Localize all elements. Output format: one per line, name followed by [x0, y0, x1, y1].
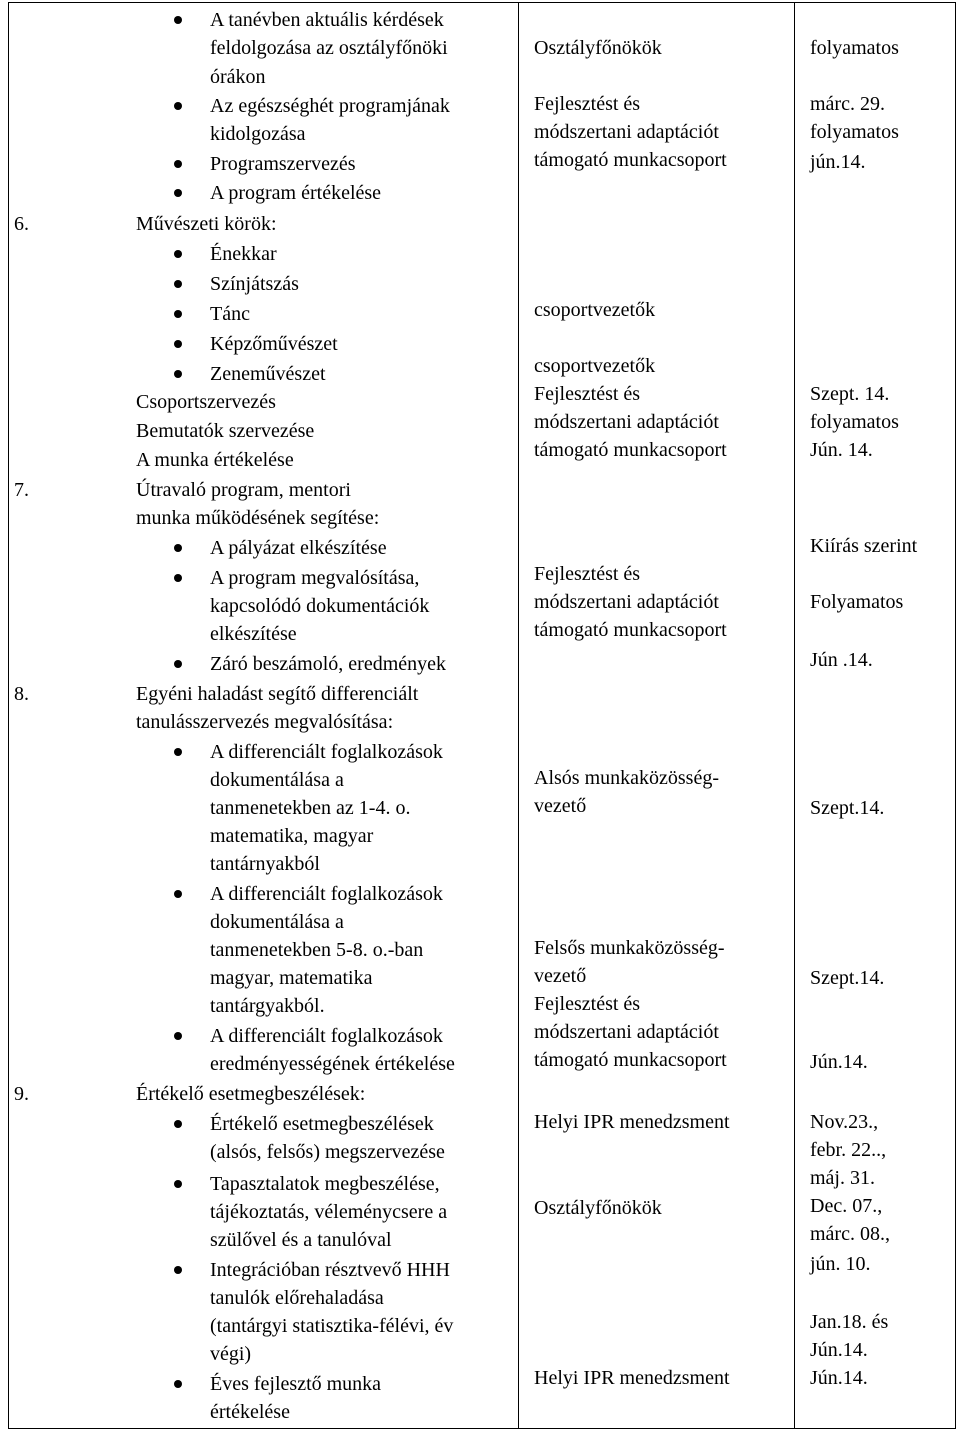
- deadline-line: márc. 08.,: [810, 1223, 890, 1245]
- responsible-line: Fejlesztést és: [534, 563, 641, 585]
- column-divider-1: [518, 2, 519, 1429]
- deadline-line: Jún. 14.: [810, 439, 873, 461]
- activity-line: tanmenetekben 5-8. o.-ban: [210, 939, 424, 961]
- responsible-line: Fejlesztést és: [534, 383, 641, 405]
- activity-line: A program értékelése: [210, 182, 382, 204]
- activity-heading: Útravaló program, mentori: [136, 479, 351, 501]
- activity-line: A differenciált foglalkozások: [210, 1025, 443, 1047]
- activity-line: Zeneművészet: [210, 363, 326, 385]
- responsible-line: Fejlesztést és: [534, 93, 641, 115]
- activity-line: tájékoztatás, véleménycsere a: [210, 1201, 448, 1223]
- deadline-line: jún. 10.: [810, 1253, 871, 1275]
- deadline-line: folyamatos: [810, 37, 899, 59]
- deadline-line: Szept. 14.: [810, 383, 890, 405]
- activity-line: tanulásszervezés megvalósítása:: [136, 711, 394, 733]
- bullet-icon: [174, 310, 182, 318]
- bullet-icon: [174, 1032, 182, 1040]
- activity-line: (alsós, felsős) megszervezése: [210, 1141, 445, 1163]
- column-divider-2: [794, 2, 795, 1429]
- activity-line: feldolgozása az osztályfőnöki: [210, 37, 448, 59]
- responsible-line: támogató munkacsoport: [534, 439, 727, 461]
- activity-line: kapcsolódó dokumentációk: [210, 595, 430, 617]
- bullet-icon: [174, 189, 182, 197]
- deadline-line: Jún.14.: [810, 1367, 868, 1389]
- activity-line: végi): [210, 1343, 252, 1365]
- activity-line: elkészítése: [210, 623, 297, 645]
- bullet-icon: [174, 574, 182, 582]
- deadline-line: Jún.14.: [810, 1051, 868, 1073]
- activity-line: (tantárgyi statisztika-félévi, év: [210, 1315, 454, 1337]
- activity-line: A munka értékelése: [136, 449, 294, 471]
- deadline-line: Jan.18. és: [810, 1311, 889, 1333]
- activity-line: Értékelő esetmegbeszélések: [210, 1113, 434, 1135]
- activity-line: matematika, magyar: [210, 825, 374, 847]
- bullet-icon: [174, 280, 182, 288]
- deadline-line: máj. 31.: [810, 1167, 875, 1189]
- activity-heading: Egyéni haladást segítő differenciált: [136, 683, 419, 705]
- activity-line: tantárgyakból.: [210, 995, 325, 1017]
- table-border-right: [955, 2, 956, 1429]
- activity-line: Bemutatók szervezése: [136, 420, 315, 442]
- responsible-line: módszertani adaptációt: [534, 411, 719, 433]
- bullet-icon: [174, 1380, 182, 1388]
- activity-line: Programszervezés: [210, 153, 356, 175]
- bullet-icon: [174, 250, 182, 258]
- activity-heading: Művészeti körök:: [136, 213, 277, 235]
- responsible-line: Helyi IPR menedzsment: [534, 1367, 730, 1389]
- activity-line: értékelése: [210, 1401, 290, 1423]
- activity-line: A program megvalósítása,: [210, 567, 420, 589]
- activity-line: A tanévben aktuális kérdések: [210, 9, 444, 31]
- activity-line: eredményességének értékelése: [210, 1053, 455, 1075]
- activity-line: Tánc: [210, 303, 250, 325]
- bullet-icon: [174, 890, 182, 898]
- responsible-line: módszertani adaptációt: [534, 591, 719, 613]
- activity-line: munka működésének segítése:: [136, 507, 380, 529]
- activity-line: kidolgozása: [210, 123, 306, 145]
- responsible-line: Felsős munkaközösség-: [534, 937, 725, 959]
- table-border-bottom: [8, 1428, 956, 1429]
- deadline-line: jún.14.: [810, 151, 866, 173]
- row-number: 7.: [14, 479, 29, 501]
- activity-line: Az egészséghét programjának: [210, 95, 450, 117]
- activity-line: dokumentálása a: [210, 769, 344, 791]
- responsible-line: módszertani adaptációt: [534, 121, 719, 143]
- deadline-line: Szept.14.: [810, 967, 885, 989]
- responsible-line: vezető: [534, 795, 587, 817]
- bullet-icon: [174, 1120, 182, 1128]
- activity-line: A pályázat elkészítése: [210, 537, 387, 559]
- responsible-line: módszertani adaptációt: [534, 1021, 719, 1043]
- deadline-line: márc. 29.: [810, 93, 885, 115]
- activity-line: Énekkar: [210, 243, 277, 265]
- responsible-line: Fejlesztést és: [534, 993, 641, 1015]
- activity-line: órákon: [210, 66, 266, 88]
- table-border-top: [8, 2, 956, 3]
- responsible-line: Alsós munkaközösség-: [534, 767, 719, 789]
- deadline-line: folyamatos: [810, 121, 899, 143]
- responsible-line: csoportvezetők: [534, 355, 656, 377]
- responsible-line: támogató munkacsoport: [534, 619, 727, 641]
- activity-line: Éves fejlesztő munka: [210, 1373, 382, 1395]
- deadline-line: Kiírás szerint: [810, 535, 918, 557]
- activity-line: tanmenetekben az 1-4. o.: [210, 797, 411, 819]
- activity-line: Záró beszámoló, eredmények: [210, 653, 447, 675]
- activity-line: Tapasztalatok megbeszélése,: [210, 1173, 440, 1195]
- bullet-icon: [174, 370, 182, 378]
- deadline-line: febr. 22..,: [810, 1139, 887, 1161]
- activity-line: Csoportszervezés: [136, 391, 276, 413]
- activity-line: tantárnyakból: [210, 853, 320, 875]
- bullet-icon: [174, 748, 182, 756]
- deadline-line: folyamatos: [810, 411, 899, 433]
- bullet-icon: [174, 160, 182, 168]
- activity-heading: Értékelő esetmegbeszélések:: [136, 1083, 366, 1105]
- deadline-line: Folyamatos: [810, 591, 904, 613]
- bullet-icon: [174, 16, 182, 24]
- bullet-icon: [174, 1180, 182, 1188]
- activity-line: tanulók előrehaladása: [210, 1287, 384, 1309]
- responsible-line: támogató munkacsoport: [534, 1049, 727, 1071]
- responsible-line: támogató munkacsoport: [534, 149, 727, 171]
- bullet-icon: [174, 660, 182, 668]
- bullet-icon: [174, 102, 182, 110]
- deadline-line: Nov.23.,: [810, 1111, 879, 1133]
- bullet-icon: [174, 1266, 182, 1274]
- activity-line: A differenciált foglalkozások: [210, 883, 443, 905]
- activity-line: Színjátszás: [210, 273, 299, 295]
- activity-line: Integrációban résztvevő HHH: [210, 1259, 450, 1281]
- activity-line: dokumentálása a: [210, 911, 344, 933]
- deadline-line: Szept.14.: [810, 797, 885, 819]
- row-number: 6.: [14, 213, 29, 235]
- activity-line: szülővel és a tanulóval: [210, 1229, 392, 1251]
- activity-line: magyar, matematika: [210, 967, 373, 989]
- activity-line: A differenciált foglalkozások: [210, 741, 443, 763]
- row-number: 9.: [14, 1083, 29, 1105]
- row-number: 8.: [14, 683, 29, 705]
- table-border-left: [8, 2, 9, 1429]
- bullet-icon: [174, 544, 182, 552]
- responsible-line: Osztályfőnökök: [534, 37, 662, 59]
- deadline-line: Jún.14.: [810, 1339, 868, 1361]
- responsible-line: vezető: [534, 965, 587, 987]
- activity-line: Képzőművészet: [210, 333, 338, 355]
- responsible-line: Helyi IPR menedzsment: [534, 1111, 730, 1133]
- bullet-icon: [174, 340, 182, 348]
- deadline-line: Dec. 07.,: [810, 1195, 883, 1217]
- responsible-line: Osztályfőnökök: [534, 1197, 662, 1219]
- responsible-line: csoportvezetők: [534, 299, 656, 321]
- deadline-line: Jún .14.: [810, 649, 873, 671]
